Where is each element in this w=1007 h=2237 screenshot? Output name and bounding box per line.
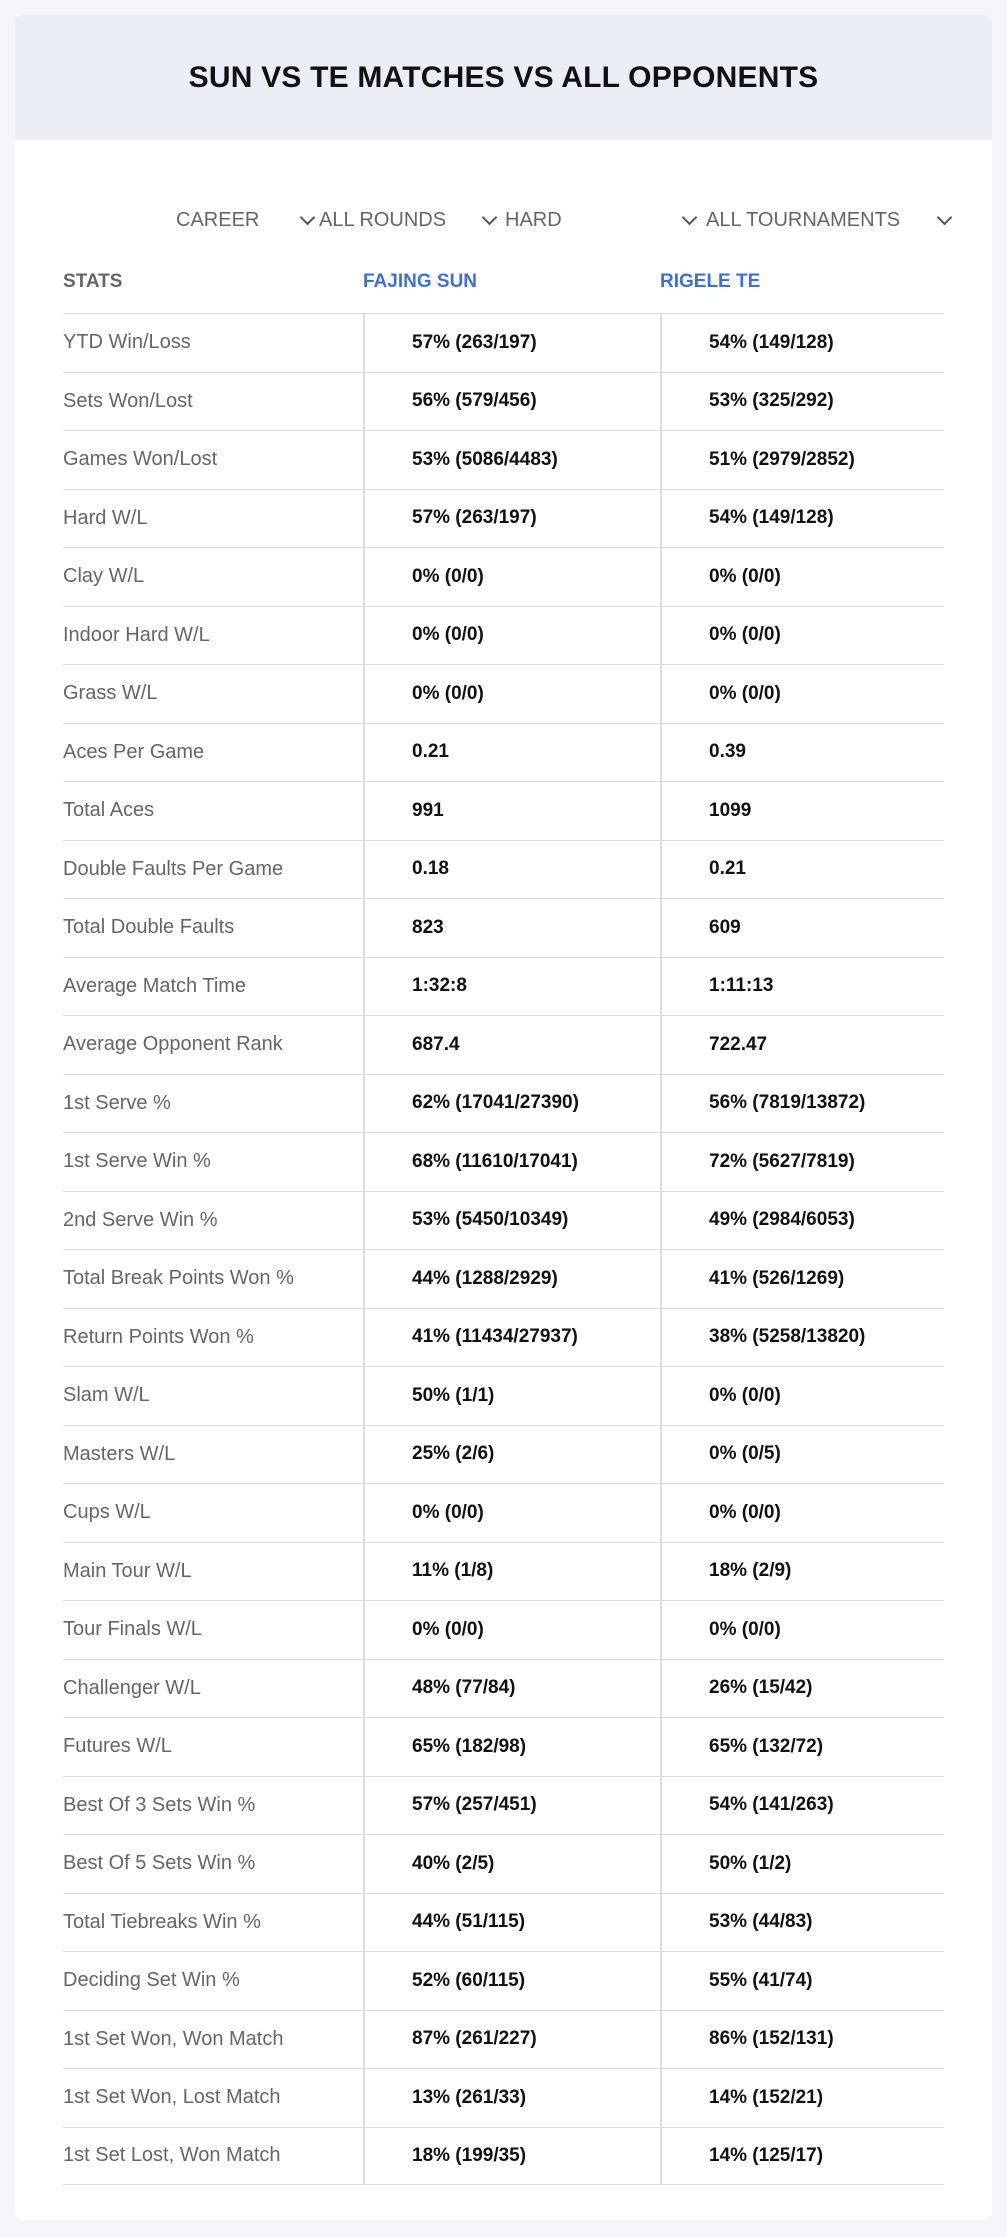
player1-value: 13% (261/33) bbox=[363, 2069, 660, 2127]
table-row bbox=[63, 1776, 944, 1835]
stat-label: Average Match Time bbox=[63, 974, 247, 997]
player1-value: 0% (0/0) bbox=[363, 1484, 660, 1542]
player2-value: 0% (0/0) bbox=[660, 1484, 944, 1542]
player1-value: 87% (261/227) bbox=[363, 2011, 660, 2069]
player1-value: 0% (0/0) bbox=[363, 548, 660, 606]
player1-value: 823 bbox=[363, 899, 660, 957]
player1-value: 0% (0/0) bbox=[363, 1601, 660, 1659]
stat-label: Hard W/L bbox=[63, 506, 148, 529]
player2-value: 18% (2/9) bbox=[660, 1543, 944, 1601]
player1-value: 41% (11434/27937) bbox=[363, 1309, 660, 1367]
player1-value: 62% (17041/27390) bbox=[363, 1075, 660, 1133]
player1-value: 0.18 bbox=[363, 841, 660, 899]
player2-value: 49% (2984/6053) bbox=[660, 1192, 944, 1250]
table-row bbox=[63, 489, 944, 548]
stats-card bbox=[15, 15, 992, 2220]
player1-column-header[interactable]: FAJING SUN bbox=[363, 270, 478, 292]
player1-value: 56% (579/456) bbox=[363, 373, 660, 431]
player2-value: 53% (44/83) bbox=[660, 1894, 944, 1952]
player1-value: 991 bbox=[363, 782, 660, 840]
chevron-down-icon bbox=[937, 210, 953, 226]
stats-column-header: STATS bbox=[63, 270, 123, 292]
stat-label: Tour Finals W/L bbox=[63, 1618, 202, 1641]
player1-value: 0% (0/0) bbox=[363, 607, 660, 665]
player1-value: 57% (263/197) bbox=[363, 490, 660, 548]
table-row bbox=[63, 1659, 944, 1718]
stat-label: Return Points Won % bbox=[63, 1325, 254, 1348]
player2-value: 41% (526/1269) bbox=[660, 1250, 944, 1308]
player1-value: 0.21 bbox=[363, 724, 660, 782]
player1-value: 687.4 bbox=[363, 1016, 660, 1074]
page-title: SUN VS TE MATCHES VS ALL OPPONENTS bbox=[188, 60, 819, 94]
table-row bbox=[63, 1834, 944, 1893]
stat-label: Total Tiebreaks Win % bbox=[63, 1910, 261, 1933]
player2-value: 54% (141/263) bbox=[660, 1777, 944, 1835]
filter-bar bbox=[15, 190, 992, 250]
stat-label: 1st Set Lost, Won Match bbox=[63, 2144, 281, 2167]
stat-label: 2nd Serve Win % bbox=[63, 1208, 218, 1231]
table-row bbox=[63, 1893, 944, 1952]
table-row bbox=[63, 606, 944, 665]
stat-label: Total Double Faults bbox=[63, 916, 235, 939]
table-row bbox=[63, 1425, 944, 1484]
stat-label: YTD Win/Loss bbox=[63, 331, 191, 354]
player1-value: 40% (2/5) bbox=[363, 1835, 660, 1893]
player2-value: 0% (0/0) bbox=[660, 1601, 944, 1659]
table-row bbox=[63, 1951, 944, 2010]
table-row bbox=[63, 1074, 944, 1133]
player2-value: 0.39 bbox=[660, 724, 944, 782]
surface-select-value: HARD bbox=[505, 208, 562, 231]
rounds-select[interactable] bbox=[319, 190, 495, 250]
table-row bbox=[63, 1132, 944, 1191]
player1-value: 52% (60/115) bbox=[363, 1952, 660, 2010]
player1-value: 0% (0/0) bbox=[363, 665, 660, 723]
table-row bbox=[63, 723, 944, 782]
stat-label: Total Break Points Won % bbox=[63, 1267, 294, 1290]
table-row bbox=[63, 372, 944, 431]
table-row bbox=[63, 781, 944, 840]
chevron-down-icon bbox=[482, 210, 498, 226]
stat-label: 1st Set Won, Won Match bbox=[63, 2027, 284, 2050]
stat-label: Futures W/L bbox=[63, 1735, 172, 1758]
player1-value: 25% (2/6) bbox=[363, 1426, 660, 1484]
player2-value: 53% (325/292) bbox=[660, 373, 944, 431]
player2-value: 0% (0/0) bbox=[660, 665, 944, 723]
player2-value: 55% (41/74) bbox=[660, 1952, 944, 2010]
table-row bbox=[63, 313, 944, 372]
stats-table bbox=[63, 250, 944, 2185]
player2-value: 0% (0/0) bbox=[660, 1367, 944, 1425]
stat-label: Double Faults Per Game bbox=[63, 857, 284, 880]
player2-value: 1099 bbox=[660, 782, 944, 840]
player2-value: 0.21 bbox=[660, 841, 944, 899]
stat-label: 1st Set Won, Lost Match bbox=[63, 2086, 281, 2109]
tournaments-select-value: ALL TOURNAMENTS bbox=[706, 208, 901, 231]
player2-value: 38% (5258/13820) bbox=[660, 1309, 944, 1367]
stat-label: Total Aces bbox=[63, 799, 155, 822]
player2-value: 50% (1/2) bbox=[660, 1835, 944, 1893]
stat-label: Challenger W/L bbox=[63, 1676, 201, 1699]
table-row bbox=[63, 1366, 944, 1425]
stat-label: 1st Serve % bbox=[63, 1091, 171, 1114]
table-row bbox=[63, 1308, 944, 1367]
player1-value: 50% (1/1) bbox=[363, 1367, 660, 1425]
player2-value: 65% (132/72) bbox=[660, 1718, 944, 1776]
player2-value: 0% (0/0) bbox=[660, 607, 944, 665]
tournaments-select[interactable] bbox=[706, 190, 950, 250]
table-row bbox=[63, 547, 944, 606]
surface-select[interactable] bbox=[505, 190, 695, 250]
table-body bbox=[63, 313, 944, 2185]
table-row bbox=[63, 2068, 944, 2127]
player1-value: 57% (257/451) bbox=[363, 1777, 660, 1835]
stat-label: Cups W/L bbox=[63, 1501, 151, 1524]
player2-column-header[interactable]: RIGELE TE bbox=[660, 270, 761, 292]
player2-value: 54% (149/128) bbox=[660, 314, 944, 372]
table-header bbox=[63, 250, 944, 313]
player1-value: 44% (1288/2929) bbox=[363, 1250, 660, 1308]
stat-label: Grass W/L bbox=[63, 682, 158, 705]
header bbox=[15, 15, 992, 140]
player1-value: 44% (51/115) bbox=[363, 1894, 660, 1952]
stat-label: Deciding Set Win % bbox=[63, 1969, 240, 1992]
player1-value: 53% (5086/4483) bbox=[363, 431, 660, 489]
table-row bbox=[63, 1249, 944, 1308]
player1-value: 57% (263/197) bbox=[363, 314, 660, 372]
table-row bbox=[63, 664, 944, 723]
stat-label: Main Tour W/L bbox=[63, 1559, 192, 1582]
player1-value: 1:32:8 bbox=[363, 958, 660, 1016]
player2-value: 722.47 bbox=[660, 1016, 944, 1074]
chevron-down-icon bbox=[682, 210, 698, 226]
player2-value: 56% (7819/13872) bbox=[660, 1075, 944, 1133]
table-row bbox=[63, 1542, 944, 1601]
stat-label: Aces Per Game bbox=[63, 740, 205, 763]
player2-value: 1:11:13 bbox=[660, 958, 944, 1016]
player1-value: 11% (1/8) bbox=[363, 1543, 660, 1601]
stat-label: Best Of 5 Sets Win % bbox=[63, 1852, 256, 1875]
chevron-down-icon bbox=[300, 210, 316, 226]
stat-label: Clay W/L bbox=[63, 565, 145, 588]
table-row bbox=[63, 2010, 944, 2069]
player2-value: 72% (5627/7819) bbox=[660, 1133, 944, 1191]
stat-label: Sets Won/Lost bbox=[63, 389, 193, 412]
player1-value: 68% (11610/17041) bbox=[363, 1133, 660, 1191]
stat-label: 1st Serve Win % bbox=[63, 1150, 211, 1173]
period-select[interactable] bbox=[176, 190, 313, 250]
player1-value: 65% (182/98) bbox=[363, 1718, 660, 1776]
player1-value: 48% (77/84) bbox=[363, 1660, 660, 1718]
table-row bbox=[63, 2127, 944, 2186]
stat-label: Average Opponent Rank bbox=[63, 1033, 283, 1056]
stat-label: Slam W/L bbox=[63, 1384, 150, 1407]
table-row bbox=[63, 1191, 944, 1250]
player2-value: 86% (152/131) bbox=[660, 2011, 944, 2069]
table-row bbox=[63, 840, 944, 899]
table-row bbox=[63, 957, 944, 1016]
stat-label: Masters W/L bbox=[63, 1442, 176, 1465]
player2-value: 54% (149/128) bbox=[660, 490, 944, 548]
table-row bbox=[63, 1717, 944, 1776]
table-row bbox=[63, 430, 944, 489]
player2-value: 51% (2979/2852) bbox=[660, 431, 944, 489]
player2-value: 14% (152/21) bbox=[660, 2069, 944, 2127]
player2-value: 0% (0/0) bbox=[660, 548, 944, 606]
stat-label: Best Of 3 Sets Win % bbox=[63, 1793, 256, 1816]
table-row bbox=[63, 1600, 944, 1659]
stat-label: Games Won/Lost bbox=[63, 448, 218, 471]
player1-value: 53% (5450/10349) bbox=[363, 1192, 660, 1250]
player2-value: 0% (0/5) bbox=[660, 1426, 944, 1484]
table-row bbox=[63, 1015, 944, 1074]
stat-label: Indoor Hard W/L bbox=[63, 623, 210, 646]
player2-value: 609 bbox=[660, 899, 944, 957]
player2-value: 14% (125/17) bbox=[660, 2128, 944, 2185]
player1-value: 18% (199/35) bbox=[363, 2128, 660, 2185]
table-row bbox=[63, 898, 944, 957]
period-select-value: CAREER bbox=[176, 208, 260, 231]
player2-value: 26% (15/42) bbox=[660, 1660, 944, 1718]
table-row bbox=[63, 1483, 944, 1542]
rounds-select-value: ALL ROUNDS bbox=[319, 208, 447, 231]
